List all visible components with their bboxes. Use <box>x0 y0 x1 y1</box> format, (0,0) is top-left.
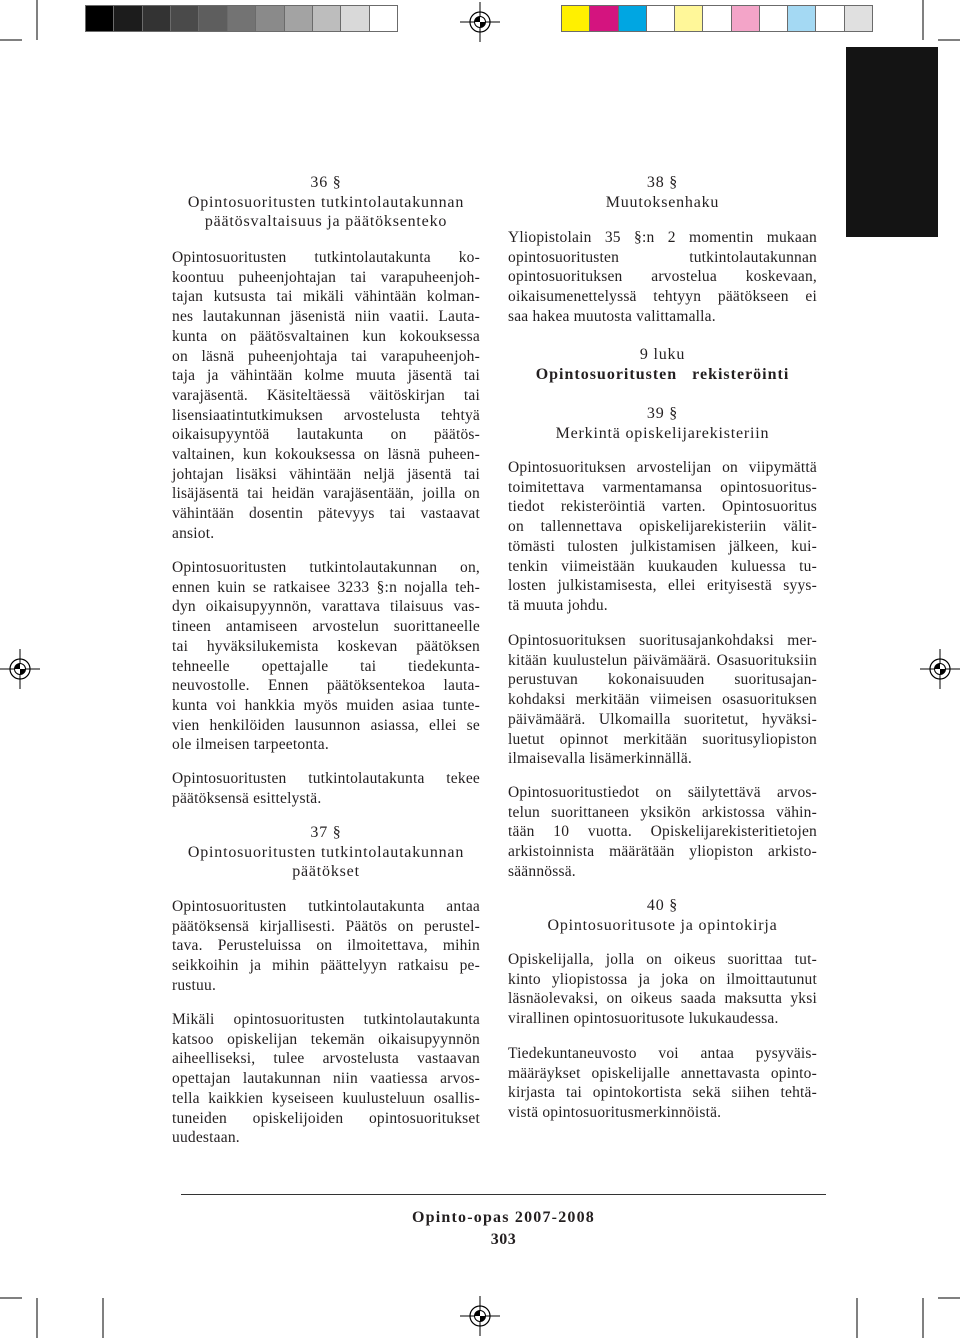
text-line: johtajan lisäksi vähintään neljä jäsentä tai <box>172 465 480 483</box>
text-line: ansiot. <box>172 524 215 542</box>
text-line: dyn oikaisupyynnön, varattava tilaisuus vas- <box>172 598 480 616</box>
section-title-line: Opintosuoritusten tutkintolautakunnan <box>187 193 465 211</box>
text-line: vien henkilöiden lausunnon asiassa, ellei se <box>172 716 480 734</box>
text-line: tiedot rekisteröintiä varten. Opintosuoritus <box>508 498 817 516</box>
section-title-line: päätösvaltaisuus ja päätöksenteko <box>204 213 448 231</box>
text-line: Tiedekuntaneuvosto voi antaa pysyväis- <box>508 1045 817 1062</box>
text-line: Opintosuoritusten tutkintolautakunta antaa <box>172 898 480 915</box>
text-line: kunta on päätösvaltainen kun kokouksessa <box>172 327 480 345</box>
text-line: kohdaksi merkitään viimeisen osasuorituksen <box>508 691 817 709</box>
text-line: Mikäli opintosuoritusten tutkintolautakunta <box>172 1011 480 1028</box>
text-line: Opintosuoritusten tutkintolautakunta tekee <box>172 770 480 787</box>
text-line: oikaisumenettelyssä tehtyyn päätökseen ei <box>508 288 817 306</box>
text-line: Opintosuorituksen suoritusajankohdaksi mer- <box>508 632 817 649</box>
text-line: tömästi tulosten julkistamisen jälkeen, kui- <box>508 537 817 555</box>
registration-mark-right <box>920 649 960 689</box>
text-line: tava. Perusteluissa on ilmoitettava, mihin <box>172 937 480 955</box>
section-title-line: päätökset <box>292 863 360 881</box>
text-line: ole ilmeisen tarpeetonta. <box>172 736 329 754</box>
text-line: oikaisupyyntöä lautakunta on päätös- <box>172 426 480 444</box>
text-line: valtainen, kun kokouksessa on läsnä puheen- <box>172 446 480 464</box>
text-line: ennen kuin se ratkaisee 3233 §:n nojalla teh- <box>172 578 480 596</box>
text-line: määräykset opiskelijalle annettavasta opinto- <box>508 1064 817 1082</box>
text-line: tella kaikkien kyseiseen kuulusteluun osallis- <box>172 1089 480 1107</box>
text-line: kinto yliopistossa ja joka on ilmoittautunut <box>508 970 817 988</box>
chapter-label: 9 luku <box>639 346 686 363</box>
text-line: uudestaan. <box>172 1129 240 1147</box>
text-line: arkistoinnista määrätään yliopiston arkisto- <box>508 843 817 861</box>
text-line: Opiskelijalla, jolla on oikeus suorittaa tut- <box>508 951 817 968</box>
text-line: katsoo opiskelijan tekemän oikaisupyynnön <box>172 1030 480 1048</box>
section-title-line: Merkintä opiskelijarekisteriin <box>555 424 770 442</box>
text-line: tään 10 vuotta. Opiskelijarekisteritietojen <box>508 823 817 841</box>
section-number: 39 § <box>646 405 679 422</box>
text-line: on tallennettava opiskelijarekisteriin välit- <box>508 518 817 536</box>
text-line: on läsnä puheenjohtaja tai varapuheenjoh- <box>172 347 480 365</box>
text-line: Yliopistolain 35 §:n 2 momentin mukaan <box>508 229 817 246</box>
section-number: 36 § <box>310 174 342 191</box>
text-line: päätöksensä esittelystä. <box>172 789 322 807</box>
footer-title: Opinto-opas 2007-2008 <box>412 1209 595 1226</box>
text-line: säännössä. <box>508 862 576 880</box>
text-line: lisäjäsentä tai heidän varajäsentään, joilla on <box>172 485 480 503</box>
text-line: varajäsentä. Käsiteltäessä väitöskirjan tai <box>172 386 480 404</box>
section-title-line: Opintosuoritusote ja opintokirja <box>547 916 778 934</box>
text-line: virallinen opintosuoritusote lukukaudessa. <box>508 1010 779 1028</box>
registration-mark-top <box>460 2 500 42</box>
text-line: opintosuoritusten tutkintolautakunnan <box>508 248 817 266</box>
text-line: nes lautakunnan jäsenistä niin vaatii. Lauta- <box>172 308 480 326</box>
text-line: kunta voi hankkia myös muiden asiaa tunte- <box>172 696 480 714</box>
text-line: telun suorittaneen yksikön arkistossa vähin- <box>508 803 817 821</box>
text-line: tai hyväksilukemista koskevan päätöksen <box>172 637 480 655</box>
chapter-title: Opintosuoritusten rekisteröinti <box>535 365 790 383</box>
text-line: opettajan lautakunnan niin vaatiessa arvos- <box>172 1070 480 1088</box>
text-line: tuneiden opiskelijoiden opintosuoritukset <box>172 1109 480 1127</box>
registration-mark-bottom <box>460 1296 500 1336</box>
text-line: tehneelle opettajalle tai tiedekunta- <box>172 657 480 675</box>
text-line: rustuu. <box>172 976 217 994</box>
registration-mark-left <box>0 649 40 689</box>
text-line: perustuvan kokonaisuuden suoritusajan- <box>508 671 817 689</box>
text-line: toimitettava varmentamansa opintosuoritus- <box>508 478 817 496</box>
text-line: Opintosuoritusten tutkintolautakunta ko- <box>172 249 480 266</box>
text-line: vistä opintosuoritusmerkinnöistä. <box>508 1104 722 1122</box>
text-line: päivämäärä. Ulkomailla suoritetut, hyväksi- <box>508 710 817 728</box>
text-line: saa hakea muutosta valittamalla. <box>508 307 716 325</box>
text-line: lisensiaatintutkimuksen arvostelusta tehtyä <box>172 406 480 424</box>
text-line: aiheelliseksi, tulee arvostelusta vastaavan <box>172 1050 480 1068</box>
text-line: Opintosuoritusten tutkintolautakunnan on, <box>172 559 480 576</box>
section-title-line: Opintosuoritusten tutkintolautakunnan <box>187 843 465 861</box>
text-line: neuvostolle. Ennen päätöksentekoa lauta- <box>172 677 480 695</box>
text-line: tineen antamiseen arvostelun suorittaneelle <box>172 618 480 636</box>
text-line: luetut opinnot merkitään suoritusyliopiston <box>508 730 817 748</box>
section-number: 37 § <box>310 824 342 841</box>
text-line: opintosuorituksen arvostelua koskevaan, <box>508 268 817 286</box>
text-line: läsnäolevaksi, on oikeus saada maksutta yksi <box>508 990 817 1008</box>
text-line: kitään kuulustelun päivämäärä. Osasuorituksiin <box>508 651 817 669</box>
text-line: koontuu puheenjohtajan tai varapuheenjoh- <box>172 268 480 286</box>
section-number: 38 § <box>646 174 679 191</box>
text-line: seikkoihin ja mihin päättelyyn ratkaisu pe- <box>172 957 480 975</box>
page-number: 303 <box>490 1231 517 1248</box>
text-line: kirjasta tai opintokortista sekä siihen tehtä- <box>508 1084 817 1102</box>
text-line: Opintosuorituksen arvostelijan on viipymättä <box>508 459 817 476</box>
text-line: Opintosuoritustiedot on säilytettävä arvos- <box>508 784 817 801</box>
section-number: 40 § <box>646 897 679 914</box>
text-line: ilmaisevalla lisämerkinnällä. <box>508 750 692 768</box>
text-line: vähintään dosentin pätevyys tai vastaavat <box>172 505 480 523</box>
section-title-line: Muutoksenhaku <box>605 193 720 211</box>
text-line: tä muuta johdu. <box>508 596 608 614</box>
text-line: losten julkistamisesta, ellei erityisestä syys- <box>508 577 817 595</box>
text-line: tenkin viimeistään kuukauden kuluessa tu- <box>508 557 817 575</box>
text-line: tajan kutsusta tai mikäli vähintään kolman- <box>172 288 480 306</box>
text-line: taja ja vähintään kolme muuta jäsentä tai <box>172 367 480 385</box>
text-line: päätöksensä kirjallisesti. Päätös on perustel- <box>172 917 480 935</box>
